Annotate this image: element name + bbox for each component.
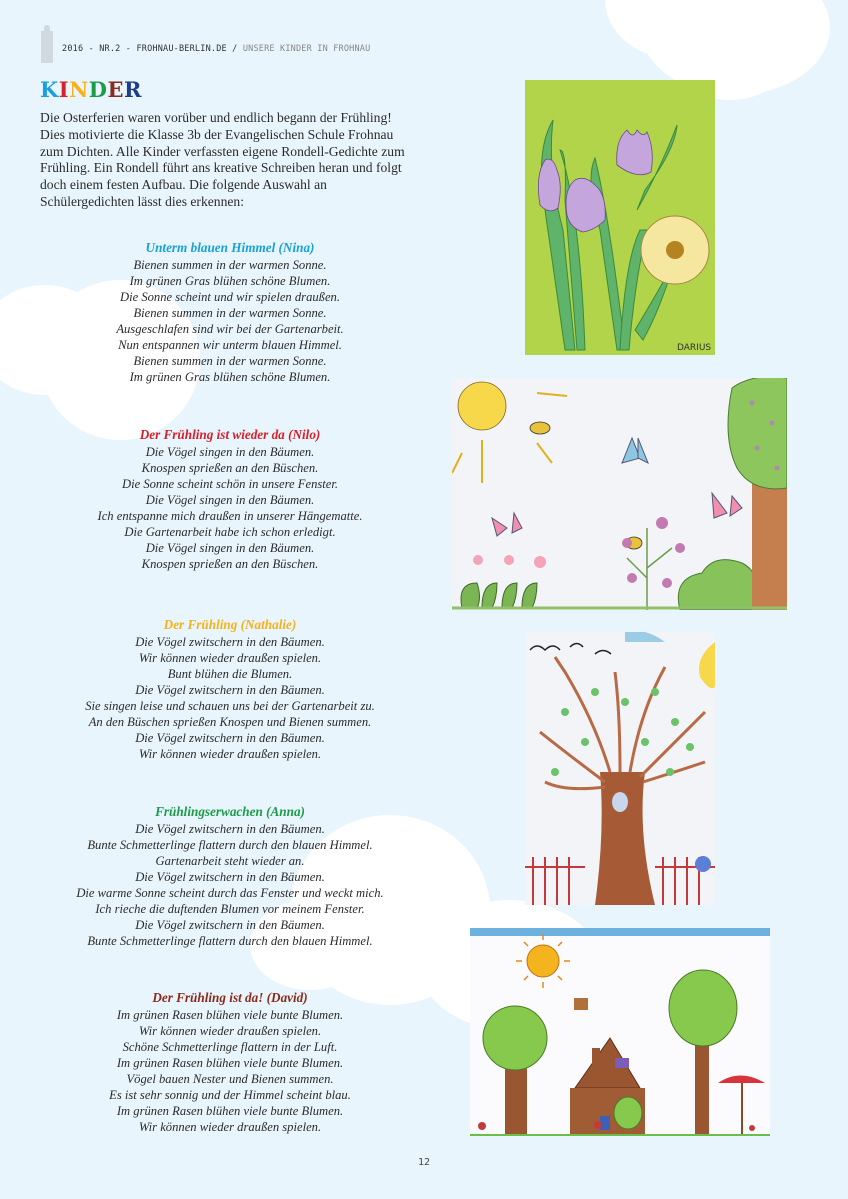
poem-line: Bunte Schmetterlinge flattern durch den blauen Himmel.	[87, 837, 373, 852]
garden-illustration	[452, 378, 787, 610]
poem-line: Im grünen Rasen blühen viele bunte Blumen.	[116, 1007, 344, 1022]
drawing-garden	[452, 378, 787, 610]
poem-line: Bienen summen in der warmen Sonne.	[133, 354, 327, 369]
header-text	[62, 44, 370, 63]
poem-line: Die Sonne scheint und wir spielen draußen.	[119, 289, 340, 304]
poem	[40, 990, 420, 1135]
header-section: UNSERE KINDER IN FROHNAU	[242, 44, 371, 54]
title-letter: K	[40, 77, 59, 102]
poem-line: Die Vögel singen in den Bäumen.	[145, 444, 315, 459]
poem-line: Vögel bauen Nester und Bienen summen.	[126, 1071, 334, 1086]
house-illustration	[470, 928, 770, 1136]
poem-line: Im grünen Rasen blühen viele bunte Blumen.	[116, 1055, 344, 1070]
poem-line: Bunte Schmetterlinge flattern durch den blauen Himmel.	[87, 934, 373, 949]
running-header	[40, 27, 370, 63]
poem-line: Die Vögel singen in den Bäumen.	[145, 541, 315, 556]
title-letter: D	[88, 77, 108, 102]
poem-line: Knospen sprießen an den Büschen.	[141, 557, 319, 572]
page-number: 12	[417, 1157, 431, 1168]
drawing-tulips	[525, 80, 715, 355]
yellow-flower	[641, 216, 709, 284]
poem-line: Die Vögel zwitschern in den Bäumen.	[135, 918, 325, 933]
poem-line: Im grünen Gras blühen schöne Blumen.	[129, 273, 331, 288]
poem-line: Die Vögel zwitschern in den Bäumen.	[135, 821, 325, 836]
poem-line: Ich entspanne mich draußen in unserer Hängematte.	[97, 508, 363, 523]
poem-line: Wir können wieder draußen spielen.	[138, 747, 322, 762]
poem-line: Die Vögel zwitschern in den Bäumen.	[135, 731, 325, 746]
poem-line: Wir können wieder draußen spielen.	[138, 1120, 322, 1135]
poem-line: Bienen summen in der warmen Sonne.	[133, 257, 327, 272]
signature: DARIUS	[677, 343, 712, 353]
poem	[40, 427, 420, 572]
tulips-illustration	[525, 80, 715, 355]
title-letter: I	[58, 77, 70, 102]
poem-line: Ausgeschlafen sind wir bei der Gartenarbeit.	[116, 321, 344, 336]
drawing-house	[470, 928, 770, 1136]
poem-line: Gartenarbeit steht wieder an.	[155, 853, 305, 868]
title-letter: N	[69, 77, 89, 102]
poem-line: Nun entspannen wir unterm blauen Himmel.	[118, 337, 342, 352]
poem-title: Der Frühling (Nathalie)	[163, 617, 297, 632]
poem-line: Im grünen Rasen blühen viele bunte Blumen.	[116, 1104, 344, 1119]
poem-title: Der Frühling ist da! (David)	[152, 990, 308, 1005]
poem-line: Die Gartenarbeit habe ich schon erledigt.	[124, 524, 336, 539]
poem-line: Die warme Sonne scheint durch das Fenster und weckt mich.	[76, 885, 384, 900]
poem-line: Bienen summen in der warmen Sonne.	[133, 305, 327, 320]
poem-title: Unterm blauen Himmel (Nina)	[145, 240, 315, 255]
poem-line: Ich rieche die duftenden Blumen vor meinem Fenster.	[95, 901, 365, 916]
poem-title: Frühlingserwachen (Anna)	[155, 804, 305, 819]
drawing-tree	[525, 632, 715, 905]
poem-title: Der Frühling ist wieder da (Nilo)	[139, 427, 321, 442]
poem-line: Die Vögel zwitschern in den Bäumen.	[135, 682, 325, 697]
poem-line: Bunt blühen die Blumen.	[167, 666, 293, 681]
poem	[40, 804, 420, 949]
poem	[40, 240, 420, 385]
poem-line: Wir können wieder draußen spielen.	[138, 650, 322, 665]
poem-line: Wir können wieder draußen spielen.	[138, 1023, 322, 1038]
header-issue: 2016 - NR.2 - FROHNAU-BERLIN.DE /	[62, 44, 238, 54]
title-letter: R	[124, 77, 142, 102]
poem-line: Sie singen leise und schauen uns bei der Gartenarbeit zu.	[85, 698, 375, 713]
poem-line: Die Vögel zwitschern in den Bäumen.	[135, 869, 325, 884]
poem-line: Schöne Schmetterlinge flattern in der Luft.	[122, 1039, 338, 1054]
page-title	[40, 77, 142, 102]
poem-line: Es ist sehr sonnig und der Himmel scheint blau.	[109, 1087, 351, 1102]
poem	[40, 617, 420, 762]
poem-line: Knospen sprießen an den Büschen.	[141, 460, 319, 475]
intro-paragraph: Die Osterferien waren vorüber und endlich begann der Frühling! Dies motivierte die Klasse 3b der Evangelischen Schule Frohnau zum Dichten. Alle Kinder verfassten eigene Rondell-Gedichte zum Frühling. Ein Rondell führt ans kreative Schreiben heran und folgt doch einem festen Aufbau. Die folgende Auswahl an Schülergedichten lässt dies erkennen:	[40, 110, 405, 209]
title-letter: E	[107, 77, 125, 102]
poem-line: Die Vögel zwitschern in den Bäumen.	[135, 634, 325, 649]
tree-illustration	[525, 632, 715, 905]
poem-line: Die Sonne scheint schön in unsere Fenster.	[121, 476, 339, 491]
tower-icon	[40, 25, 54, 63]
poem-line: Die Vögel singen in den Bäumen.	[145, 492, 315, 507]
poem-line: Im grünen Gras blühen schöne Blumen.	[129, 370, 331, 385]
poem-line: An den Büschen sprießen Knospen und Bienen summen.	[88, 714, 372, 729]
